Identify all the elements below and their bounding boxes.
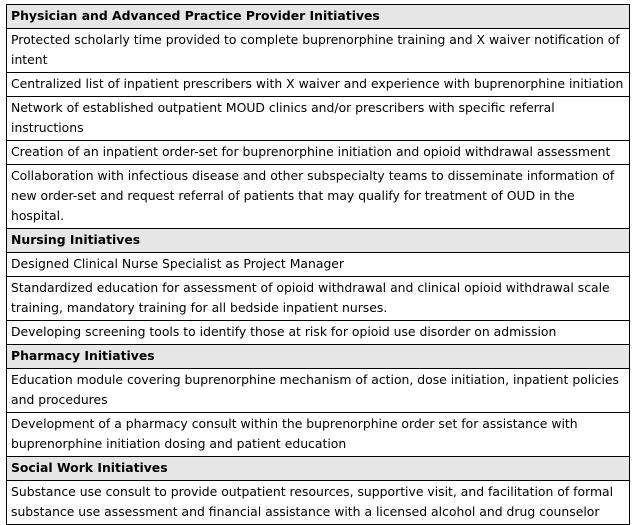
table-row (7, 413, 630, 457)
table-row (7, 97, 630, 141)
table-row (7, 369, 630, 413)
table-cell: Standardized education for assessment of opioid withdrawal and clinical opioid withdrawal scale training, mandatory training for all bedside inpatient nurses. (7, 277, 630, 321)
table-cell: Education module covering buprenorphine mechanism of action, dose initiation, inpatient policies and procedures (7, 369, 630, 413)
table-cell: Creation of an inpatient order-set for buprenorphine initiation and opioid withdrawal assessment (7, 141, 630, 165)
section-header-social-work: Social Work Initiatives (7, 457, 630, 481)
table-cell: Centralized list of inpatient prescribers with X waiver and experience with buprenorphine initiation (7, 73, 630, 97)
section-header-row (7, 5, 630, 29)
section-header-row (7, 457, 630, 481)
section-header-pharmacy: Pharmacy Initiatives (7, 345, 630, 369)
table-cell: Substance use consult to provide outpatient resources, supportive visit, and facilitation of formal substance use assessment and financial assistance with a licensed alcohol and drug counselor (7, 481, 630, 525)
section-header-row (7, 345, 630, 369)
table-row (7, 481, 630, 525)
table-row (7, 277, 630, 321)
table-row (7, 165, 630, 229)
table-row (7, 321, 630, 345)
table-row (7, 253, 630, 277)
section-header-nursing: Nursing Initiatives (7, 229, 630, 253)
table-cell: Developing screening tools to identify those at risk for opioid use disorder on admission (7, 321, 630, 345)
table-row (7, 141, 630, 165)
section-header-row (7, 229, 630, 253)
table-cell: Development of a pharmacy consult within the buprenorphine order set for assistance with buprenorphine initiation dosing and patient education (7, 413, 630, 457)
table-cell: Designed Clinical Nurse Specialist as Project Manager (7, 253, 630, 277)
table-row (7, 29, 630, 73)
table-cell: Protected scholarly time provided to complete buprenorphine training and X waiver notification of intent (7, 29, 630, 73)
table-cell: Network of established outpatient MOUD clinics and/or prescribers with specific referral instructions (7, 97, 630, 141)
table-row (7, 73, 630, 97)
table-cell: Collaboration with infectious disease and other subspecialty teams to disseminate information of new order-set and request referral of patients that may qualify for treatment of OUD in the hospital. (7, 165, 630, 229)
initiatives-table (6, 4, 630, 525)
section-header-physician: Physician and Advanced Practice Provider Initiatives (7, 5, 630, 29)
